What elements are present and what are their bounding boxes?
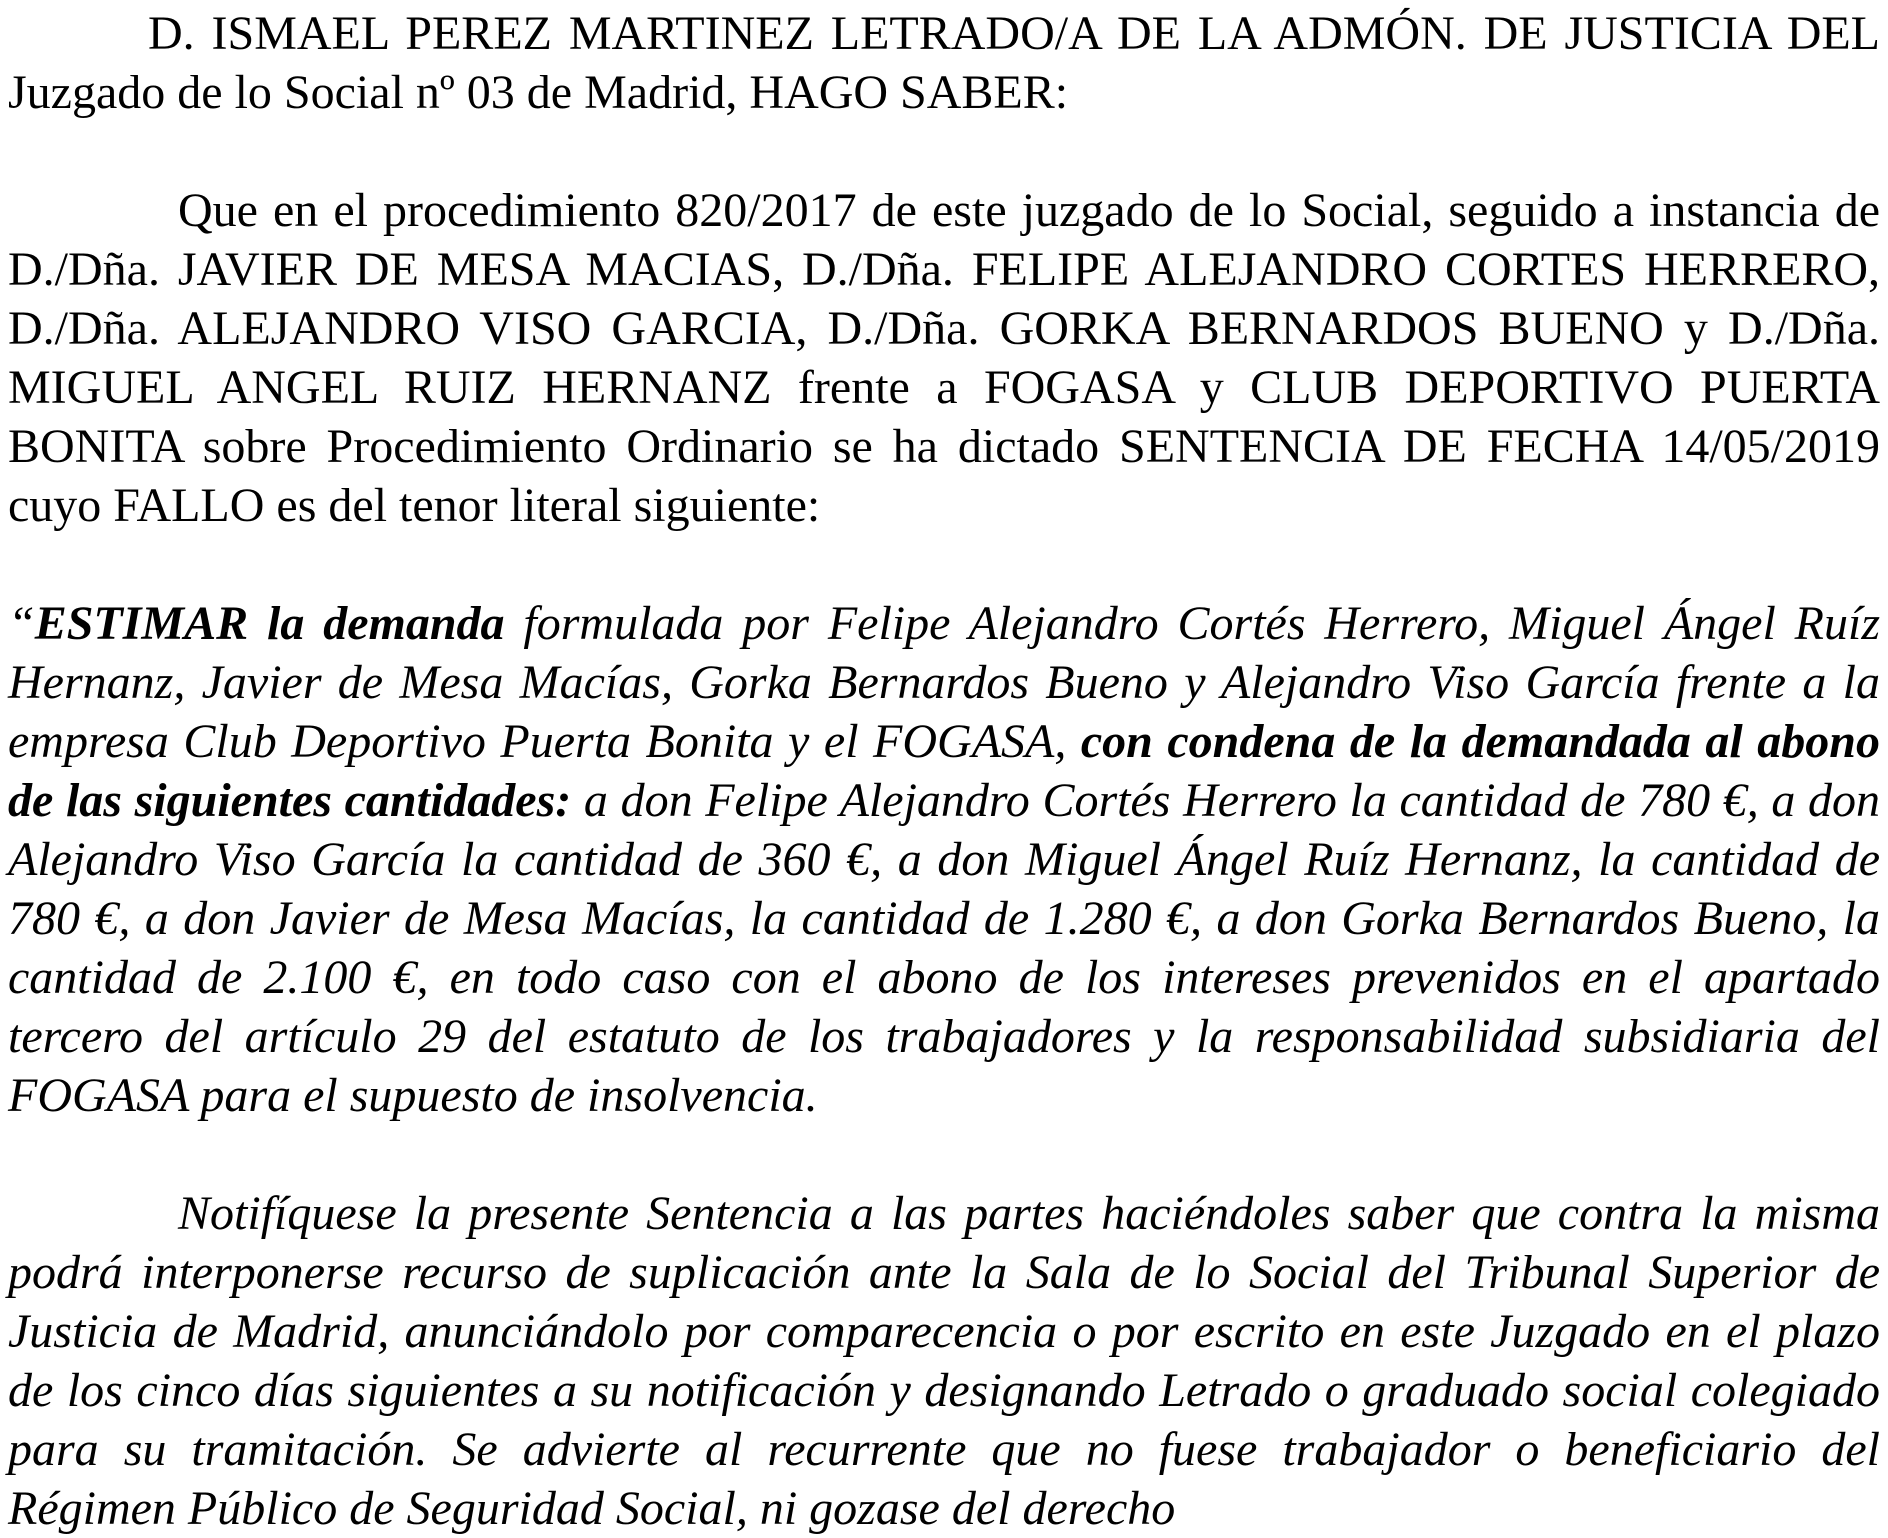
- intro-paragraph: Que en el procedimiento 820/2017 de este juzgado de lo Social, seguido a instancia de D./Dña. JAVIER DE MESA MACIAS, D./Dña. FELIPE ALEJANDRO CORTES HERRERO, D./Dña. ALEJANDRO VISO GARCIA, D./Dña. GORKA BERNARDOS BUENO y D./Dña. MIGUEL ANGEL RUIZ HERNANZ frente a FOGASA y CLUB DEPORTIVO PUERTA BONITA sobre Procedimiento Ordinario se ha dictado SENTENCIA DE FECHA 14/05/2019 cuyo FALLO es del tenor literal siguiente:: [8, 184, 1880, 532]
- fallo-text-amounts: a don Felipe Alejandro Cortés Herrero la cantidad de 780 €, a don Alejandro Viso García la cantidad de 360 €, a don Miguel Ángel Ruíz Hernanz, la cantidad de 780 €, a don Javier de Mesa Macías, la cantidad de 1.280 €, a don Gorka Bernardos Bueno, la cantidad de 2.100 €, en todo caso con el abono de los intereses prevenidos en el apartado tercero del artículo 29 del estatuto de los trabajadores y la responsabilidad subsidiaria del FOGASA para el supuesto de insolvencia.: [8, 774, 1881, 1122]
- fallo-paragraph: [8, 594, 1880, 1125]
- document-page: [8, 4, 1880, 1538]
- fallo-bold-estimar: ESTIMAR la demanda: [34, 597, 505, 650]
- fallo-open-quote: “: [8, 597, 35, 650]
- fallo-bold-condena: con condena de la demandada al abono de las siguientes cantidades:: [8, 715, 1880, 827]
- header-paragraph: D. ISMAEL PEREZ MARTINEZ LETRADO/A DE LA ADMÓN. DE JUSTICIA DEL Juzgado de lo Social nº 03 de Madrid, HAGO SABER:: [8, 7, 1880, 119]
- notice-paragraph: Notifíquese la presente Sentencia a las partes haciéndoles saber que contra la misma podrá interponerse recurso de suplicación ante la Sala de lo Social del Tribunal Superior de Justicia de Madrid, anunciándolo por comparecencia o por escrito en este Juzgado en el plazo de los cinco días siguientes a su notificación y designando Letrado o graduado social colegiado para su tramitación. Se advierte al recurrente que no fuese trabajador o beneficiario del Régimen Público de Seguridad Social, ni gozase del derecho: [8, 1187, 1880, 1535]
- fallo-text-parties: formulada por Felipe Alejandro Cortés Herrero, Miguel Ángel Ruíz Hernanz, Javier de Mesa Macías, Gorka Bernardos Bueno y Alejandro Viso García frente a la empresa Club Deportivo Puerta Bonita y el FOGASA,: [8, 597, 1881, 768]
